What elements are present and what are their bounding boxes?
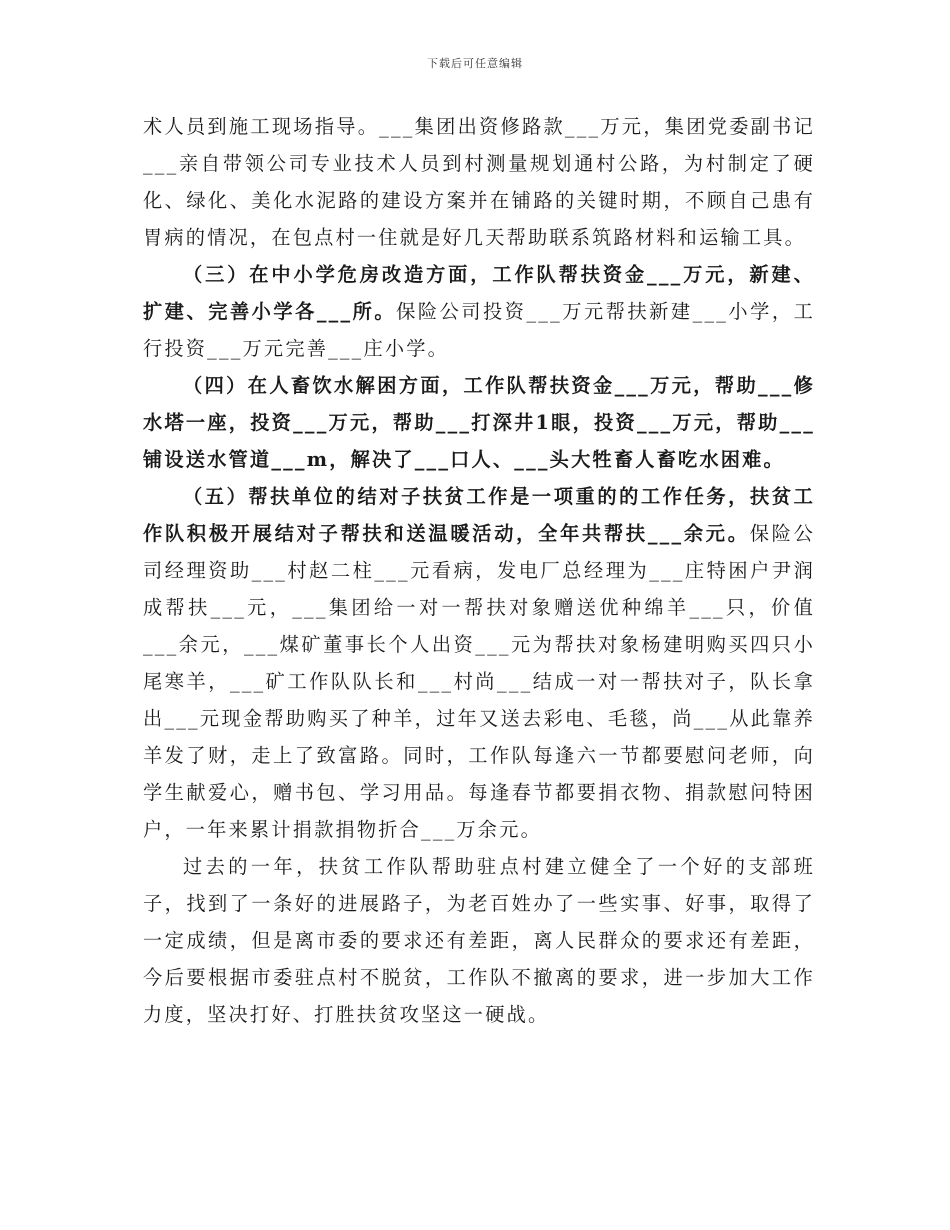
paragraph-road-construction: [143, 108, 815, 256]
paragraph-heading-5: （五）帮扶单位的结对子扶贫工作是一项重的的工作任务，扶贫工作队积极开展结对子帮扶和送温暖活动，全年共帮扶___余元。: [143, 485, 815, 545]
paragraph-heading-3: （三）在中小学危房改造方面，工作队帮扶资金___万元，新建、扩建、完善小学各___所。: [143, 263, 815, 323]
paragraph-summary: [143, 848, 815, 1033]
paragraph-text: 保险公司投资___万元帮扶新建___小学，工行投资___万元完善___庄小学。: [143, 300, 815, 360]
document-body: [143, 108, 815, 1033]
paragraph-text: 过去的一年，扶贫工作队帮助驻点村建立健全了一个好的支部班子，找到了一条好的进展路子，为老百姓办了一些实事、好事，取得了一定成绩，但是离市委的要求还有差距，离人民群众的要求还有差距，今后要根据市委驻点村不脱贫，工作队不撤离的要求，进一步加大工作力度，坚决打好、打胜扶贫攻坚这一硬战。: [143, 855, 815, 1026]
page-header: 下载后可任意编辑: [427, 57, 523, 70]
paragraph-pairing-assistance: [143, 478, 815, 848]
paragraph-heading-4: （四）在人畜饮水解困方面，工作队帮扶资金___万元，帮助___修水塔一座，投资___万元，帮助___打深井1眼，投资___万元，帮助___铺设送水管道___m，解决了___口人、___头大牲畜人畜吃水困难。: [143, 374, 815, 471]
paragraph-school-renovation: [143, 256, 815, 367]
paragraph-text: 保险公司经理资助___村赵二柱___元看病，发电厂总经理为___庄特困户尹润成帮扶___元，___集团给一对一帮扶对象赠送优种绵羊___只，价值___余元，___煤矿董事长个人出资___元为帮扶对象杨建明购买四只小尾寒羊，___矿工作队队长和___村尚___结成一对一帮扶对子，队长拿出___元现金帮助购买了种羊，过年又送去彩电、毛毯，尚___从此靠养羊发了财，走上了致富路。同时，工作队每逢六一节都要慰问老师，向学生献爱心，赠书包、学习用品。每逢春节都要捐衣物、捐款慰问特困户，一年来累计捐款捐物折合___万余元。: [143, 522, 815, 841]
paragraph-text: 术人员到施工现场指导。___集团出资修路款___万元，集团党委副书记___亲自带领公司专业技术人员到村测量规划通村公路，为村制定了硬化、绿化、美化水泥路的建设方案并在铺路的关键时期，不顾自己患有胃病的情况，在包点村一住就是好几天帮助联系筑路材料和运输工具。: [143, 115, 815, 249]
paragraph-drinking-water: [143, 367, 815, 478]
